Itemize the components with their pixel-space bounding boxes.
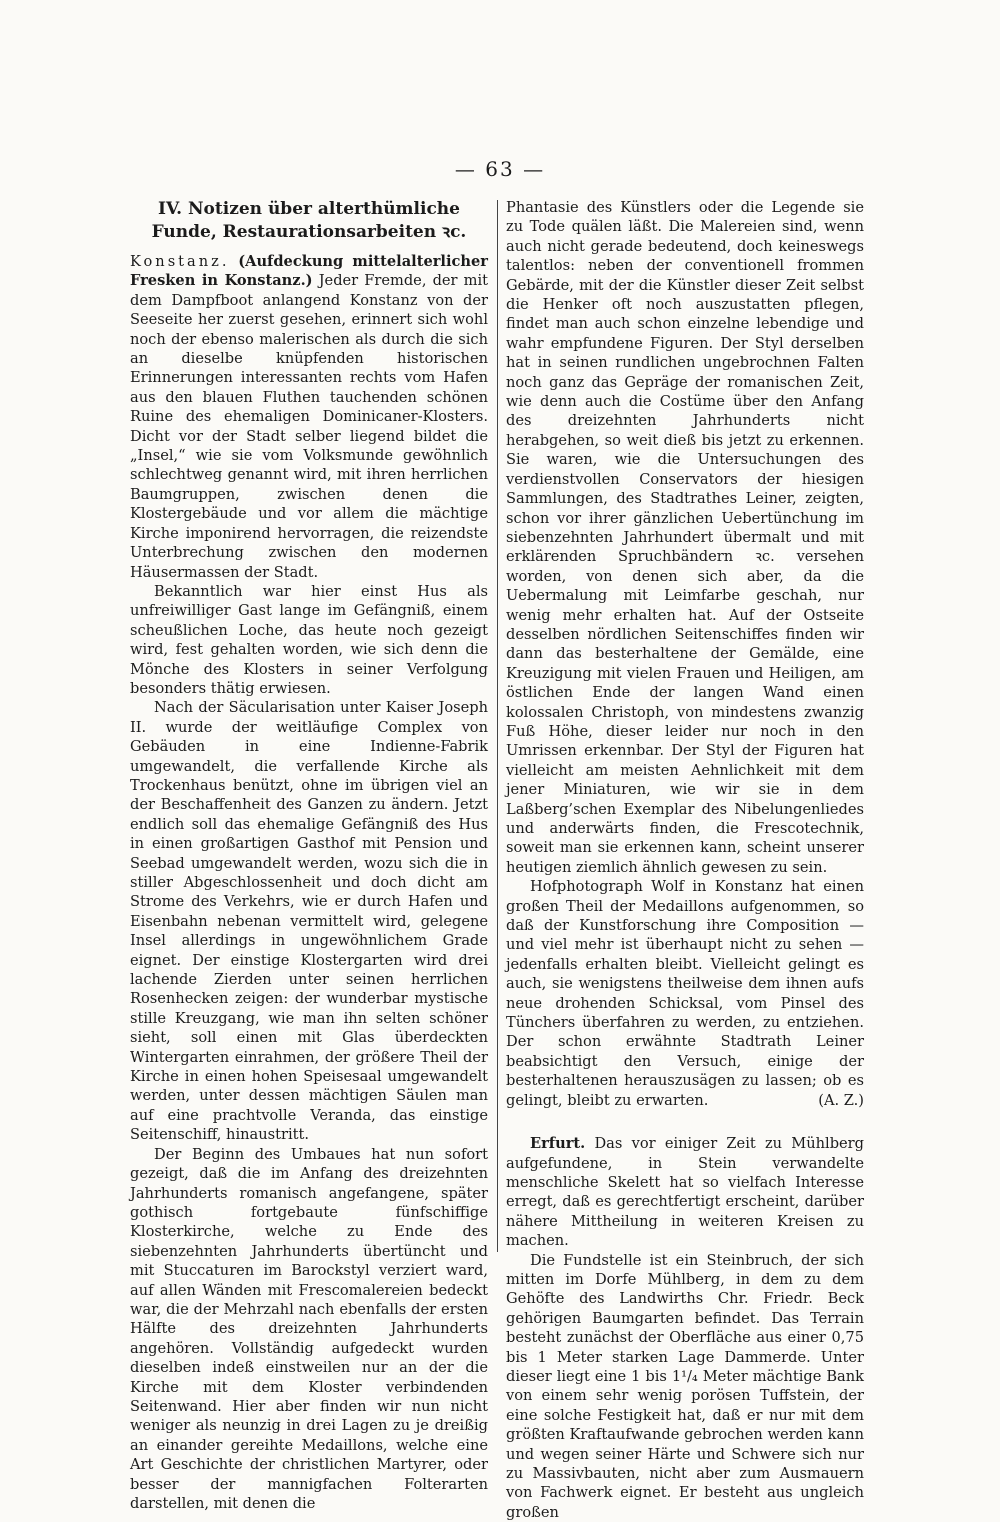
page-number: — 63 —: [454, 157, 546, 181]
author-signature: (A. Z.): [818, 1091, 864, 1109]
left-column: [130, 198, 488, 1513]
paragraph: [506, 877, 864, 1110]
right-column: [506, 198, 864, 1522]
paragraph-text: Hofphotograph Wolf in Konstanz hat einen großen Theil der Medaillons aufgenommen, so daß der Kunstforschung ihre Composition — und viel mehr ist überhaupt nicht zu sehen — jedenfalls erhalten bleibt. Vielleicht gelingt es auch, sie wenigstens theilweise dem ihnen aufs neue drohenden Schicksal, vom Pinsel des Tünchers überfahren zu werden, zu entziehen. Der schon erwähnte Stadtrath Leiner beabsichtigt den Versuch, einige der besterhaltenen herauszusägen zu lassen; ob es gelingt, bleibt zu erwarten.: [506, 878, 864, 1109]
spacer: [506, 1110, 864, 1134]
paragraph: [130, 252, 488, 582]
paragraph: [506, 1134, 864, 1250]
paragraph: Die Fundstelle ist ein Steinbruch, der sich mitten im Dorfe Mühlberg, in dem zu dem Gehöfte des Landwirths Chr. Friedr. Beck gehörigen Baumgarten befindet. Das Terrain besteht zunächst der Oberfläche aus einer 0,75 bis 1 Meter starken Lage Dammerde. Unter dieser liegt eine 1 bis 1¹/₄ Meter mächtige Bank von einem sehr wenig porösen Tuffstein, der eine solche Festigkeit hat, daß er nur mit dem größten Kraftaufwande gebrochen werden kann und wegen seiner Härte und Schwere sich nur zu Massivbauten, nicht aber zum Ausmauern von Fachwerk eignet. Er besteht aus ungleich großen: [506, 1251, 864, 1521]
column-divider: [497, 200, 498, 1252]
paragraph-text: Jeder Fremde, der mit dem Dampfboot anlangend Konstanz von der Seeseite her zuerst gesehen, erinnert sich wohl noch der ebenso malerischen als durch die sich an dieselbe knüpfenden historischen Erinnerungen interessanten rechts vom Hafen aus den blauen Fluthen tauchenden schönen Ruine des ehemaligen Dominicaner-Klosters. Dicht vor der Stadt selber liegend bildet die „Insel,“ wie sie vom Volksmunde gewöhnlich schlechtweg genannt wird, mit ihren herrlichen Baumgruppen, zwischen denen die Klostergebäude und vor allem die mächtige Kirche imponirend hervorragen, die reizendste Unterbrechung zwischen den modernen Häusermassen der Stadt.: [130, 272, 489, 581]
article-title: (Aufdeckung mittelalterlicher Fresken in Konstanz.): [130, 253, 488, 290]
paragraph: Bekanntlich war hier einst Hus als unfreiwilliger Gast lange im Gefängniß, einem scheußlichen Loche, das heute noch gezeigt wird, fest gehalten worden, wie sich denn die Mönche des Klosters in seiner Verfolgung besonders thätig erwiesen.: [130, 582, 488, 697]
paragraph: Nach der Säcularisation unter Kaiser Joseph II. wurde der weitläufige Complex von Gebäuden in eine Indienne-Fabrik umgewandelt, die verfallende Kirche als Trockenhaus benützt, ohne im übrigen viel an der Beschaffenheit des Ganzen zu ändern. Jetzt endlich soll das ehemalige Gefängniß des Hus in einen großartigen Gasthof mit Pension und Seebad umgewandelt werden, wozu sich die in stiller Abgeschlossenheit und doch dicht am Strome des Verkehrs, wie er durch Hafen und Eisenbahn nebenan vermittelt wird, gelegene Insel allerdings in ungewöhnlichem Grade eignet. Der einstige Klostergarten wird drei lachende Zierden unter seinen herrlichen Rosenhecken zeigen: der wunderbar mystische stille Kreuzgang, wie man ihn selten schöner sieht, soll einen mit Glas überdeckten Wintergarten einrahmen, der größere Theil der Kirche in einen hohen Speisesaal umgewandelt werden, unter dessen mächtigen Säulen man auf eine prachtvolle Veranda, das einstige Seitenschiff, hinaustritt.: [130, 699, 488, 1144]
paragraph-text: Das vor einiger Zeit zu Mühlberg aufgefundene, in Stein verwandelte menschliche Skelett hat so vielfach Interesse erregt, daß es gerechtfertigt erscheint, darüber nähere Mittheilung in weiteren Kreisen zu machen.: [506, 1135, 864, 1250]
place-name: Konstanz.: [130, 253, 230, 270]
paragraph: Der Beginn des Umbaues hat nun sofort gezeigt, daß die im Anfang des dreizehnten Jahrhunderts romanisch angefangene, später gothisch fortgebaute fünfschiffige Klosterkirche, welche zu Ende des siebenzehnten Jahrhunderts übertüncht und mit Stuccaturen im Barockstyl verziert ward, auf allen Wänden mit Frescomalereien bedeckt war, die der Mehrzahl nach ebenfalls der ersten Hälfte des dreizehnten Jahrhunderts angehören. Vollständig aufgedeckt wurden dieselben indeß einstweilen nur an der die Kirche mit dem Kloster verbindenden Seitenwand. Hier aber finden wir nun nicht weniger als neunzig in drei Lagen zu je dreißig an einander gereihte Medaillons, welche eine Art Geschichte der christlichen Martyrer, oder besser der mannigfachen Folterarten darstellen, mit denen die: [130, 1145, 488, 1512]
paragraph: Phantasie des Künstlers oder die Legende sie zu Tode quälen läßt. Die Malereien sind, wenn auch nicht gerade bedeutend, doch keineswegs talentlos: neben der conventionell frommen Gebärde, mit der die Künstler dieser Zeit selbst die Henker oft noch auszustatten pflegen, findet man auch schon einzelne lebendige und wahr empfundene Figuren. Der Styl derselben hat in seinen rundlichen ungebrochnen Falten noch ganz das Gepräge der romanischen Zeit, wie denn auch die Costüme über den Anfang des dreizehnten Jahrhunderts nicht herabgehen, so weit dieß bis jetzt zu erkennen. Sie waren, wie die Untersuchungen des verdienstvollen Conservators der hiesigen Sammlungen, des Stadtrathes Leiner, zeigten, schon vor ihrer gänzlichen Uebertünchung im siebenzehnten Jahrhundert übermalt und mit erklärenden Spruchbändern ꝛc. versehen worden, von denen sich aber, da die Uebermalung mit Leimfarbe geschah, nur wenig mehr erhalten hat. Auf der Ostseite desselben nördlichen Seitenschiffes finden wir dann das besterhaltene der Gemälde, eine Kreuzigung mit vielen Frauen und Heiligen, am östlichen Ende der langen Wand einen kolossalen Christoph, von mindestens zwanzig Fuß Höhe, dieser leider nur noch in den Umrissen erkennbar. Der Styl der Figuren hat vielleicht am meisten Aehnlichkeit mit dem jener Miniaturen, wie wir sie in dem Laßberg’schen Exemplar des Nibelungenliedes und anderwärts finden, die Frescotechnik, soweit man sie erkennen kann, scheint unserer heutigen ziemlich ähnlich gewesen zu sein.: [506, 199, 864, 876]
place-name: Erfurt.: [530, 1135, 586, 1153]
section-heading: IV. Notizen über alterthümliche Funde, Restaurationsarbeiten ꝛc.: [151, 199, 467, 242]
